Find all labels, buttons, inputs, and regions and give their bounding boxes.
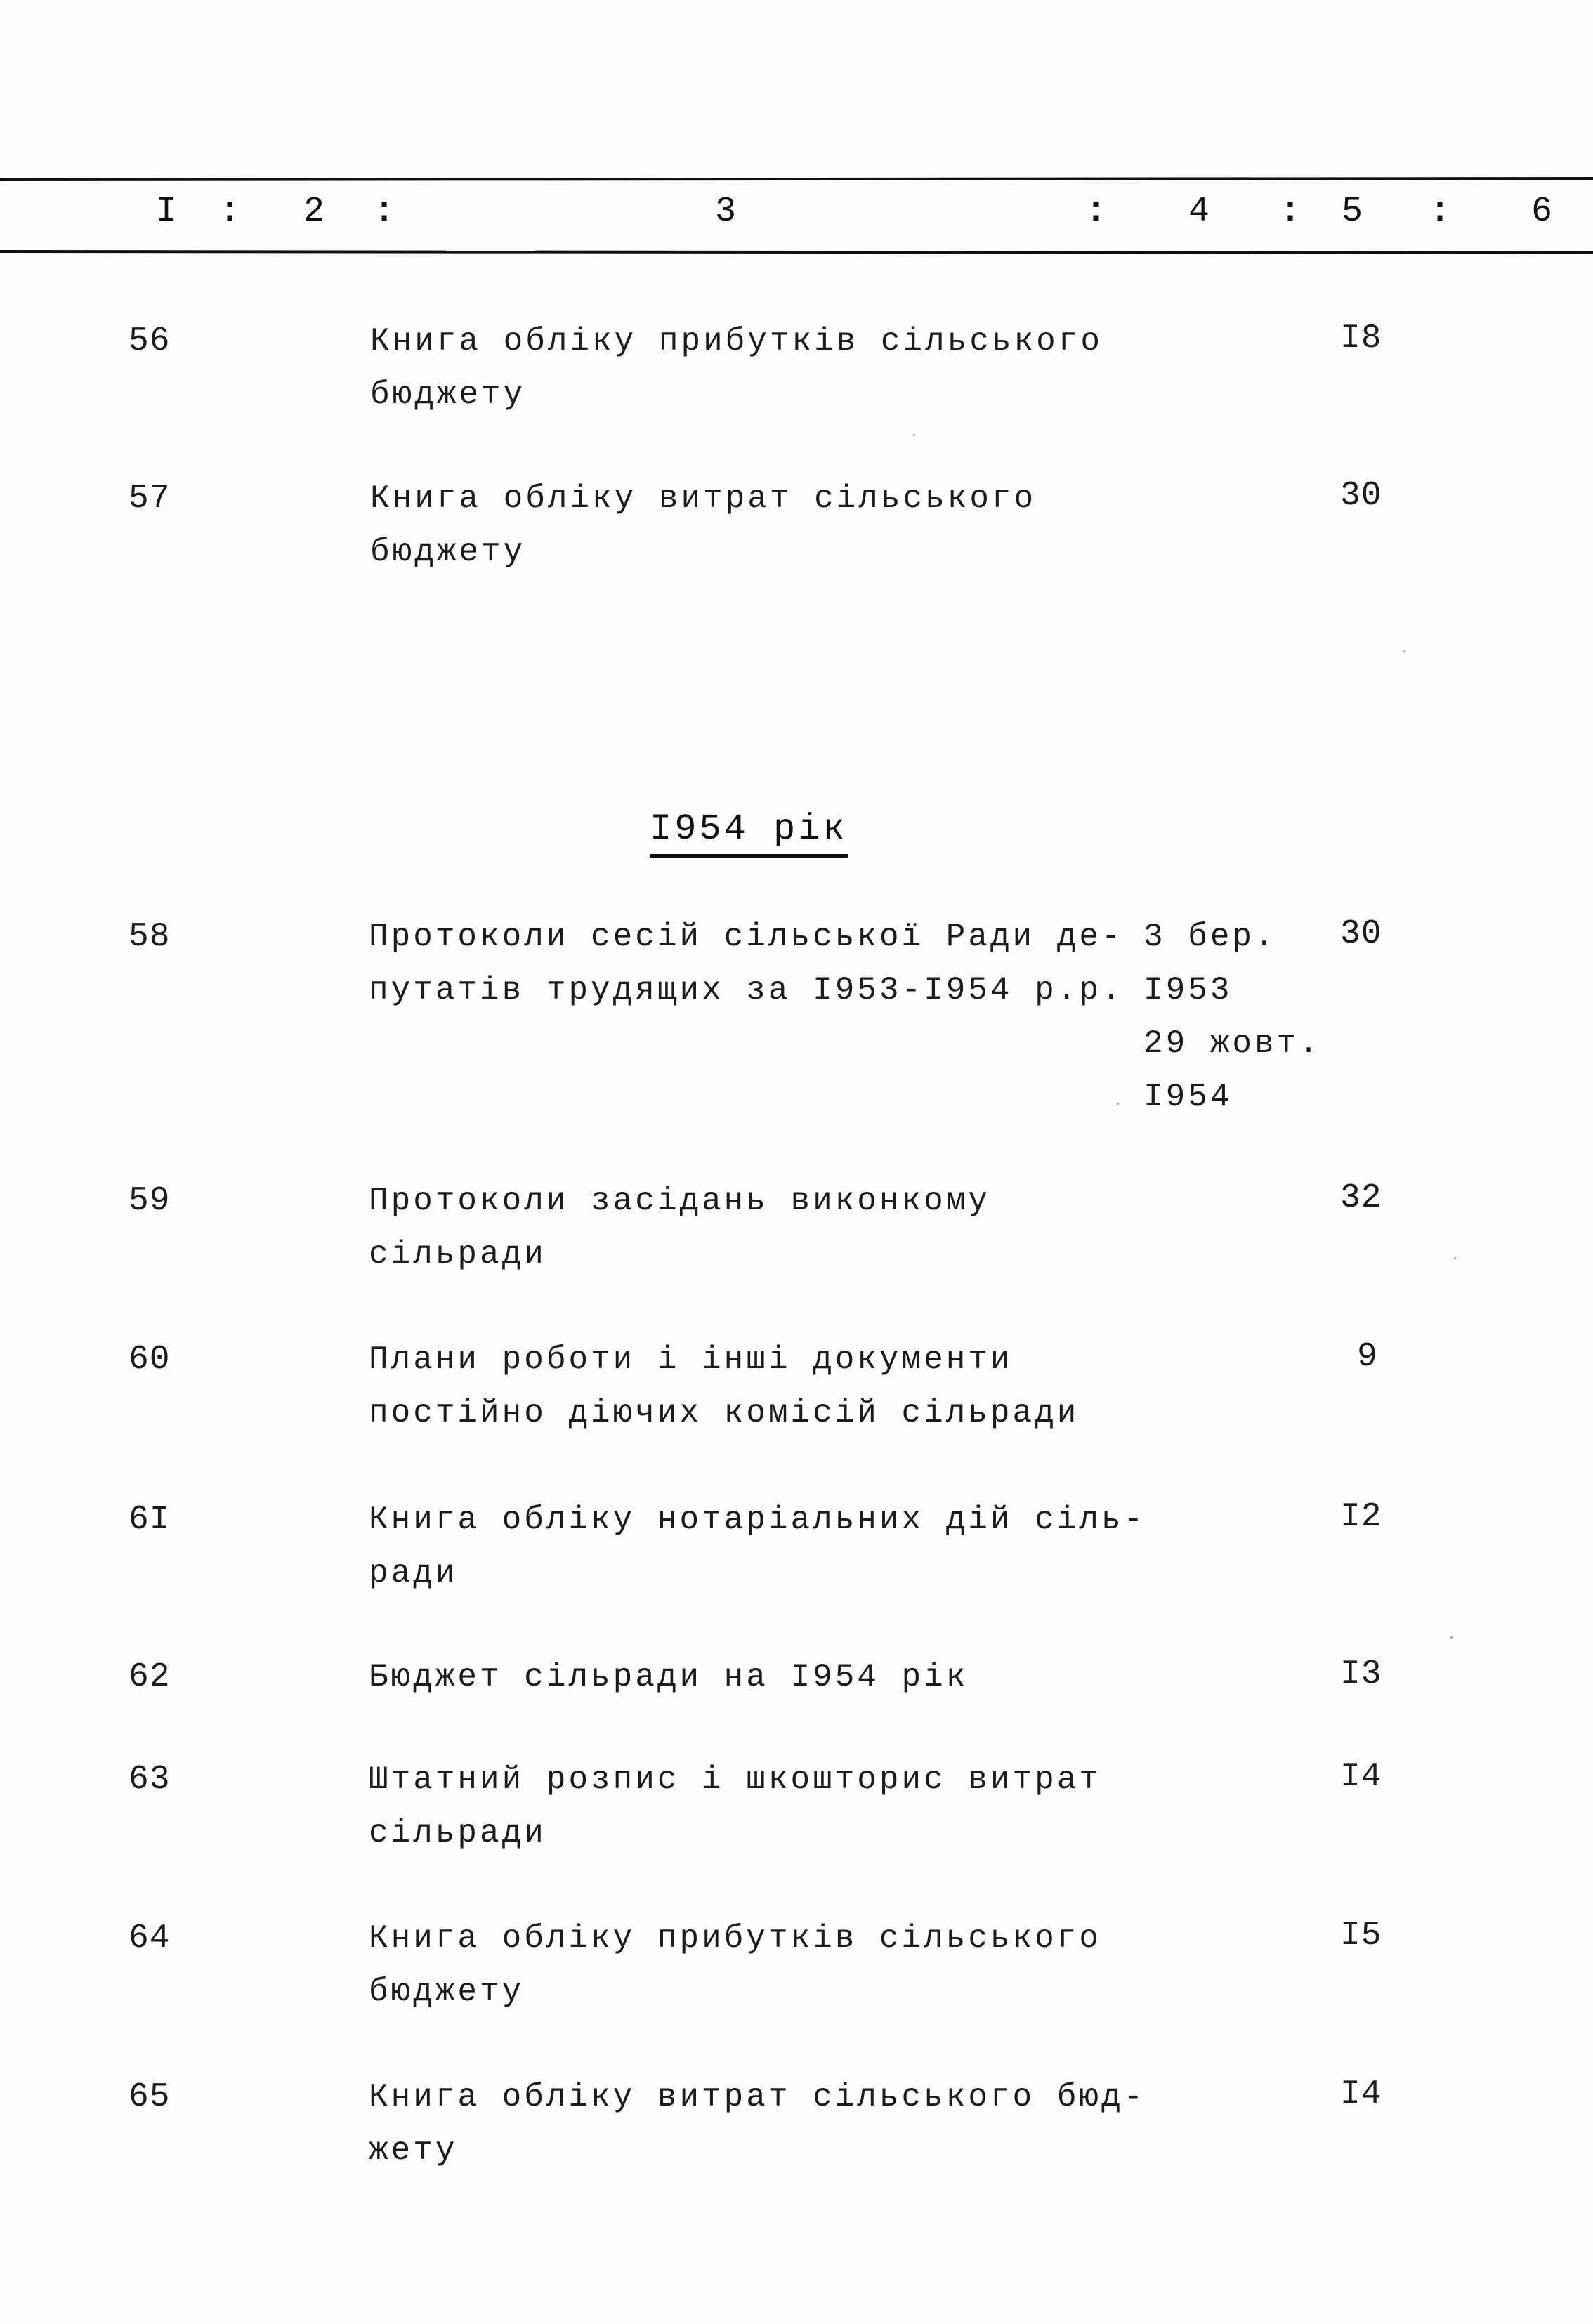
entry-title-line: путатів трудящих за I953-I954 р.р. xyxy=(369,972,1124,1009)
entry-date-line: 3 бер. xyxy=(1143,919,1277,955)
header-top-rule xyxy=(0,177,1593,181)
entry-title-line: Протоколи засідань виконкому xyxy=(369,1183,990,1219)
header-bottom-rule xyxy=(0,250,1593,254)
entry-number: 58 xyxy=(129,918,171,956)
column-number-5: 5 xyxy=(1342,192,1363,232)
entry-title-line: бюджету xyxy=(369,1974,525,2010)
scan-speck xyxy=(1450,1636,1453,1639)
entry-sheet-count: 30 xyxy=(1340,915,1382,953)
scan-speck xyxy=(1403,650,1405,652)
scan-speck xyxy=(1454,1257,1456,1259)
entry-date-line: I953 xyxy=(1143,972,1233,1009)
column-number-1: I xyxy=(156,192,178,232)
entry-number: 62 xyxy=(129,1658,171,1696)
column-number-6: 6 xyxy=(1531,192,1553,232)
entry-sheet-count: 32 xyxy=(1340,1179,1382,1217)
entry-number: 6I xyxy=(129,1501,171,1539)
entry-title-line: жету xyxy=(369,2132,458,2169)
column-separator: : xyxy=(1429,192,1451,232)
entry-title-line: бюджету xyxy=(370,534,526,570)
column-separator: : xyxy=(1280,192,1302,232)
entry-title-line: сільради xyxy=(369,1815,546,1851)
column-separator: : xyxy=(1085,192,1107,232)
entry-sheet-count: I2 xyxy=(1340,1498,1382,1536)
entry-date-line: I954 xyxy=(1143,1079,1233,1115)
column-number-2: 2 xyxy=(303,192,325,232)
entry-title-line: Книга обліку витрат сільського бюд- xyxy=(369,2079,1146,2115)
entry-title-line: Книга обліку прибутків сільського xyxy=(370,323,1103,360)
entry-sheet-count: 30 xyxy=(1340,477,1382,515)
entry-title-line: сільради xyxy=(369,1236,546,1273)
scan-speck xyxy=(913,434,915,436)
entry-title-line: бюджету xyxy=(370,376,526,413)
entry-date-line: 29 жовт. xyxy=(1143,1025,1321,1062)
column-number-4: 4 xyxy=(1188,192,1210,232)
entry-number: 59 xyxy=(129,1182,171,1220)
column-separator: : xyxy=(219,192,241,232)
entry-title-line: Протоколи сесій сільської Ради де- xyxy=(369,919,1124,955)
column-number-3: 3 xyxy=(715,192,737,232)
entry-sheet-count: I5 xyxy=(1340,1917,1382,1955)
scan-speck xyxy=(1117,1103,1119,1105)
section-heading-year: I954 рік xyxy=(650,806,848,858)
entry-sheet-count: I4 xyxy=(1340,2075,1382,2113)
entry-number: 65 xyxy=(129,2078,171,2116)
entry-sheet-count: I8 xyxy=(1340,320,1382,357)
entry-title-line: Книга обліку витрат сільського xyxy=(370,480,1037,517)
column-separator: : xyxy=(374,192,395,232)
entry-number: 60 xyxy=(129,1341,171,1379)
entry-number: 57 xyxy=(129,480,171,518)
entry-title-line: ради xyxy=(369,1555,458,1591)
entry-number: 64 xyxy=(129,1919,171,1957)
entry-title-line: Штатний розпис і шкошторис витрат xyxy=(369,1761,1101,1798)
entry-number: 56 xyxy=(129,322,171,360)
entry-sheet-count: 9 xyxy=(1357,1338,1378,1376)
entry-title-line: Плани роботи і інші документи xyxy=(369,1341,1013,1378)
entry-number: 63 xyxy=(129,1761,171,1799)
entry-title-line: Книга обліку прибутків сільського xyxy=(369,1920,1101,1957)
entry-title-line: Бюджет сільради на I954 рік xyxy=(369,1659,969,1695)
entry-title-line: постійно діючих комісій сільради xyxy=(369,1395,1080,1431)
entry-sheet-count: I3 xyxy=(1340,1655,1382,1693)
entry-sheet-count: I4 xyxy=(1340,1758,1382,1796)
entry-title-line: Книга обліку нотаріальних дій сіль- xyxy=(369,1502,1146,1538)
